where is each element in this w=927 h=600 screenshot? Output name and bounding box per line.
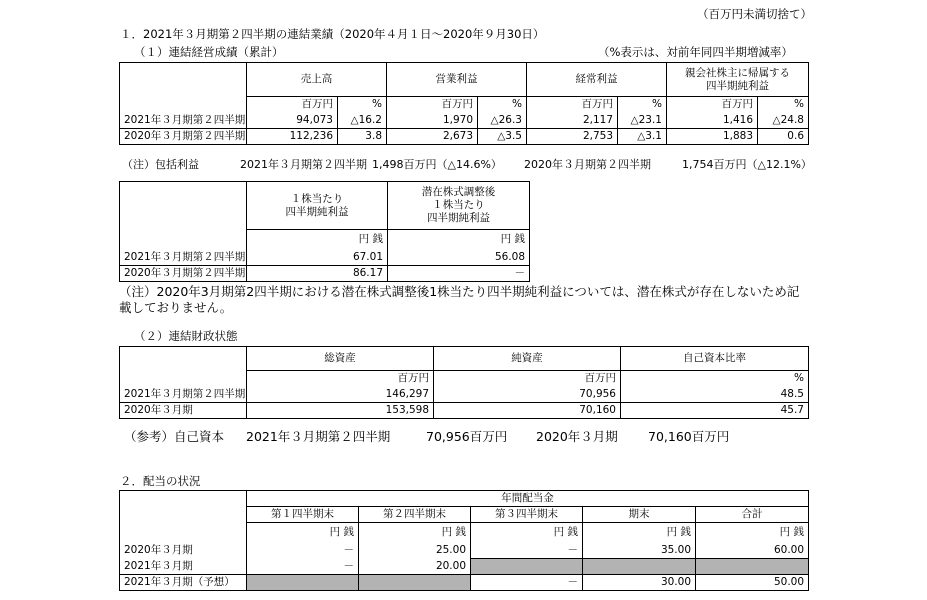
- cell: 3.8: [338, 129, 387, 145]
- cell: 60.00: [696, 543, 809, 559]
- cell: △26.3: [478, 113, 527, 129]
- table-row: [120, 129, 809, 145]
- row-label: 2021年３月期第２四半期: [120, 387, 247, 403]
- div-unit: 円 銭: [359, 523, 471, 543]
- cell: 35.00: [583, 543, 696, 559]
- eps-header-line: １株当たり: [290, 192, 344, 205]
- div-group-header: 年間配当金: [247, 491, 809, 507]
- div-header-q3: 第３四半期末: [471, 507, 583, 523]
- subsection2-title: （２）連結財政状態: [134, 329, 238, 343]
- cell: 2,673: [387, 129, 478, 145]
- ref-value-2: 70,160百万円: [648, 429, 730, 444]
- cell-shaded: [359, 575, 471, 591]
- perf-header-ordinary: 経常利益: [527, 63, 667, 97]
- comp-income-cur-period: 2021年３月期第２四半期: [240, 158, 367, 171]
- cell: 45.7: [621, 403, 809, 419]
- perf-unit: %: [478, 97, 527, 113]
- ref-label: （参考）自己資本: [124, 429, 225, 444]
- comp-income-cur-value: 1,498百万円（△14.6%）: [372, 158, 502, 171]
- cell: 1,883: [667, 129, 758, 145]
- perf-unit: 百万円: [387, 97, 478, 113]
- perf-header-netincome-line2: 四半期純利益: [706, 79, 769, 92]
- cell: －: [247, 543, 359, 559]
- cell-shaded: [696, 559, 809, 575]
- fin-header-equity-ratio: 自己資本比率: [621, 347, 809, 371]
- fin-unit: %: [621, 371, 809, 387]
- perf-unit: %: [758, 97, 809, 113]
- eps-note-line1: （注）2020年3月期第2四半期における潜在株式調整後1株当たり四半期純利益については、潜在株式が存在しないため記: [119, 284, 800, 299]
- perf-corner: [120, 63, 247, 97]
- ref-value-1: 70,956百万円: [426, 429, 508, 444]
- cell: －: [471, 543, 583, 559]
- cell: 94,073: [247, 113, 338, 129]
- cell: 146,297: [247, 387, 434, 403]
- cell: 2,117: [527, 113, 618, 129]
- cell: 1,416: [667, 113, 758, 129]
- div-unit: 円 銭: [583, 523, 696, 543]
- perf-header-netincome-line1: 親会社株主に帰属する: [685, 66, 790, 79]
- row-label: 2020年３月期: [120, 403, 247, 419]
- row-label: 2021年３月期: [120, 559, 247, 575]
- div-header-q1: 第１四半期末: [247, 507, 359, 523]
- cell: 2,753: [527, 129, 618, 145]
- section1-title: １．2021年３月期第２四半期の連結業績（2020年４月１日～2020年９月30日）: [120, 27, 545, 41]
- table-row: [120, 575, 809, 591]
- fin-header-total-assets: 総資産: [247, 347, 434, 371]
- table-row: [120, 113, 809, 129]
- eps-unit: 円 銭: [388, 230, 530, 250]
- cell: 30.00: [583, 575, 696, 591]
- cell: 70,160: [434, 403, 621, 419]
- eps-header-line: １株当たり: [432, 199, 485, 211]
- cell-shaded: [247, 575, 359, 591]
- table-row: [120, 250, 530, 266]
- cell: △3.1: [618, 129, 667, 145]
- div-header-total: 合計: [696, 507, 809, 523]
- eps-note-line2: 載しておりません。: [119, 300, 233, 315]
- div-unit: 円 銭: [471, 523, 583, 543]
- cell: 67.01: [247, 250, 388, 266]
- dividend-table: [119, 490, 809, 591]
- cell: 20.00: [359, 559, 471, 575]
- fin-header-net-assets: 純資産: [434, 347, 621, 371]
- eps-header-diluted: [388, 182, 530, 230]
- percent-note: （%表示は、対前年同四半期増減率）: [598, 45, 793, 59]
- ref-period-2: 2020年３月期: [536, 429, 618, 444]
- cell: 70,956: [434, 387, 621, 403]
- row-label: 2021年３月期第２四半期: [120, 113, 247, 129]
- cell: △24.8: [758, 113, 809, 129]
- perf-header-sales: 売上高: [247, 63, 387, 97]
- cell-shaded: [583, 559, 696, 575]
- cell: 112,236: [247, 129, 338, 145]
- fin-unit: 百万円: [434, 371, 621, 387]
- unit-note: （百万円未満切捨て）: [697, 7, 812, 21]
- subsection1-title: （１）連結経営成績（累計）: [134, 45, 284, 59]
- eps-unit: 円 銭: [247, 230, 388, 250]
- perf-unit: 百万円: [527, 97, 618, 113]
- table-row: [120, 266, 530, 282]
- cell: 0.6: [758, 129, 809, 145]
- comp-income-prev-value: 1,754百万円（△12.1%）: [682, 158, 812, 171]
- cell: 50.00: [696, 575, 809, 591]
- perf-unit: 百万円: [247, 97, 338, 113]
- eps-header-line: 四半期純利益: [285, 205, 349, 218]
- row-label: 2021年３月期（予想）: [120, 575, 247, 591]
- div-unit: 円 銭: [247, 523, 359, 543]
- section2-title: ２．配当の状況: [120, 474, 201, 488]
- perf-header-operating: 営業利益: [387, 63, 527, 97]
- cell: 56.08: [388, 250, 530, 266]
- perf-header-netincome: [667, 63, 809, 97]
- row-label: 2021年３月期第２四半期: [120, 250, 247, 266]
- row-label: 2020年３月期第２四半期: [120, 129, 247, 145]
- comp-income-prev-period: 2020年３月期第２四半期: [524, 158, 651, 171]
- table-row: [120, 543, 809, 559]
- cell-shaded: [471, 559, 583, 575]
- perf-unit: %: [338, 97, 387, 113]
- fin-unit: 百万円: [247, 371, 434, 387]
- eps-header-line: 四半期純利益: [427, 212, 490, 224]
- cell: 153,598: [247, 403, 434, 419]
- cell: 1,970: [387, 113, 478, 129]
- table-row: [120, 387, 809, 403]
- cell: －: [471, 575, 583, 591]
- cell: 25.00: [359, 543, 471, 559]
- eps-header-line: 潜在株式調整後: [421, 186, 496, 198]
- table-row: [120, 559, 809, 575]
- row-label: 2020年３月期: [120, 543, 247, 559]
- div-unit: 円 銭: [696, 523, 809, 543]
- comp-income-label: （注）包括利益: [122, 158, 199, 171]
- cell: 86.17: [247, 266, 388, 282]
- cell: △23.1: [618, 113, 667, 129]
- performance-table: [119, 62, 809, 145]
- cell: △3.5: [478, 129, 527, 145]
- div-header-year-end: 期末: [583, 507, 696, 523]
- div-header-q2: 第２四半期末: [359, 507, 471, 523]
- cell: －: [388, 266, 530, 282]
- ref-period-1: 2021年３月期第２四半期: [246, 429, 391, 444]
- table-row: [120, 403, 809, 419]
- eps-table: [119, 181, 530, 282]
- cell: －: [247, 559, 359, 575]
- perf-unit: %: [618, 97, 667, 113]
- financial-table: [119, 346, 809, 419]
- cell: △16.2: [338, 113, 387, 129]
- row-label: 2020年３月期第２四半期: [120, 266, 247, 282]
- eps-header-basic: [247, 182, 388, 230]
- cell: 48.5: [621, 387, 809, 403]
- perf-unit: 百万円: [667, 97, 758, 113]
